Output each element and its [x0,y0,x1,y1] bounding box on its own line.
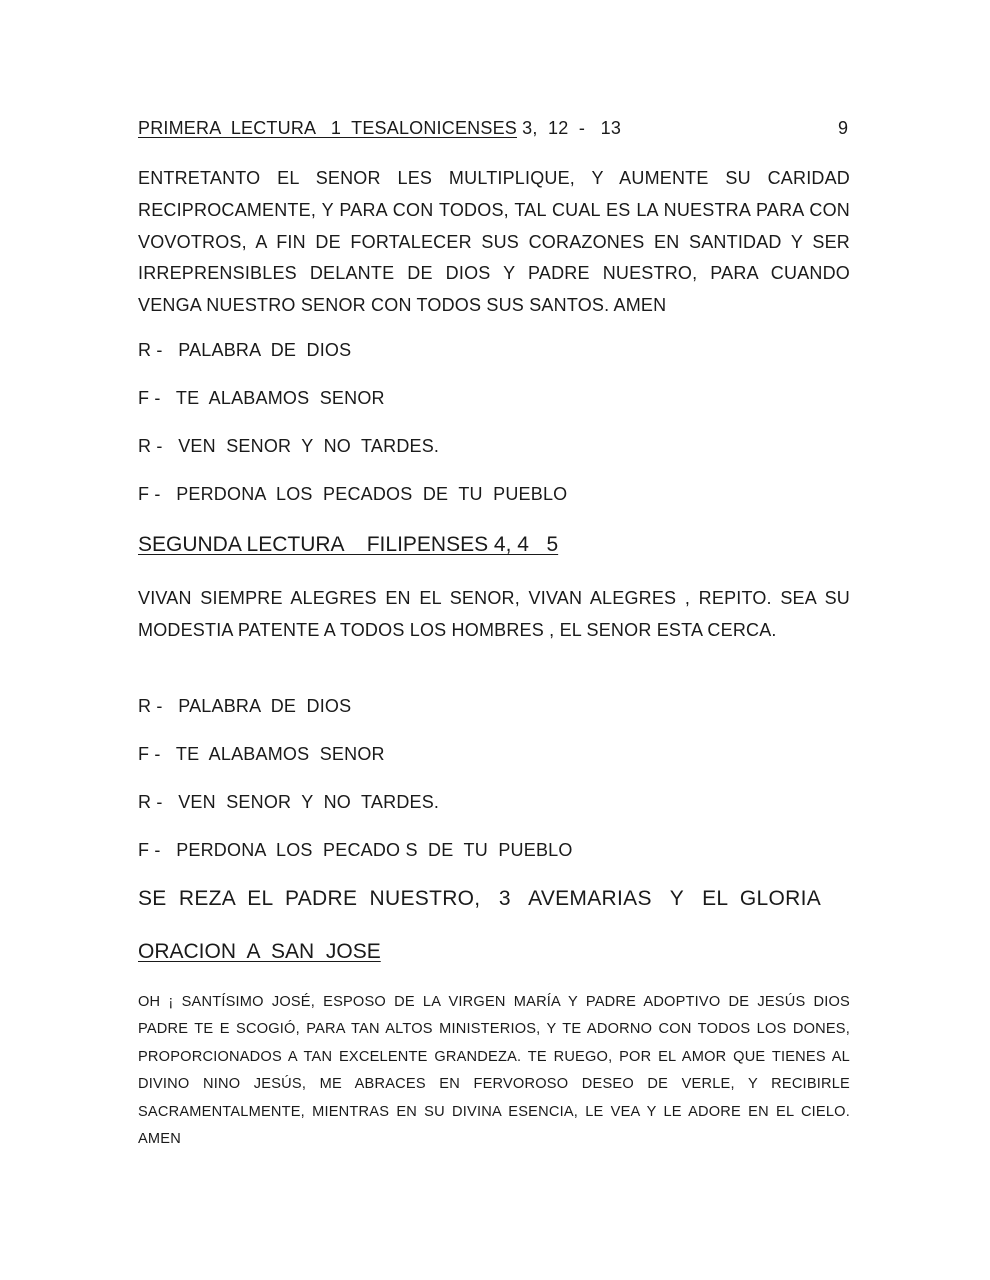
second-reading-text: VIVAN SIEMPRE ALEGRES EN EL SENOR, VIVAN ALEGRES , REPITO. SEA SU MODESTIA PATENTE A TODOS LOS HOMBRES , EL SENOR ESTA CERCA. [138,588,850,640]
first-reading-text: ENTRETANTO EL SENOR LES MULTIPLIQUE, Y AUMENTE SU CARIDAD RECIPROCAMENTE, Y PARA CON TODOS, TAL CUAL ES LA NUESTRA PARA CON VOVOTROS, A FIN DE FORTALECER SUS CORAZONES EN SANTIDAD Y SER IRREPRENSIBLES DELANTE DE DIOS Y PADRE NUESTRO, PARA CUANDO VENGA NUESTRO SENOR CON TODOS SUS SANTOS. AMEN [138,168,850,316]
response-line: R - VEN SENOR Y NO TARDES. [138,792,440,812]
prayer-heading: ORACION A SAN JOSE [138,940,381,963]
first-reading-title: PRIMERA LECTURA 1 TESALONICENSES [138,118,517,138]
response-line: F - PERDONA LOS PECADO S DE TU PUEBLO [138,840,573,860]
response-line: F - TE ALABAMOS SENOR [138,388,385,408]
response-line: R - PALABRA DE DIOS [138,340,352,360]
response-line: R - PALABRA DE DIOS [138,696,352,716]
prayer-instruction: SE REZA EL PADRE NUESTRO, 3 AVEMARIAS Y EL GLORIA [138,887,822,910]
first-reading-reference: 3, 12 - 13 [516,118,622,138]
response-line: R - VEN SENOR Y NO TARDES. [138,436,440,456]
prayer-text: OH ¡ SANTÍSIMO JOSÉ, ESPOSO DE LA VIRGEN MARÍA Y PADRE ADOPTIVO DE JESÚS DIOS PADRE TE E SCOGIÓ, PARA TAN ALTOS MINISTERIOS, Y TE ADORNO CON TODOS LOS DONES, PROPORCIONADOS A TAN EXCELENTE GRANDEZA. TE RUEGO, POR EL AMOR QUE TIENES AL DIVINO NINO JESÚS, ME ABRACES EN FERVOROSO DESEO DE VERLE, Y RECIBIRLE SACRAMENTALMENTE, MIENTRAS EN SU DIVINA ESENCIA, LE VEA Y LE ADORE EN EL CIELO. AMEN [138,994,850,1148]
first-reading-heading [138,118,621,139]
response-line: F - TE ALABAMOS SENOR [138,744,385,764]
second-reading-heading: SEGUNDA LECTURA FILIPENSES 4, 4 5 [138,533,559,556]
response-line: F - PERDONA LOS PECADOS DE TU PUEBLO [138,484,568,504]
page-number: 9 [838,118,849,138]
